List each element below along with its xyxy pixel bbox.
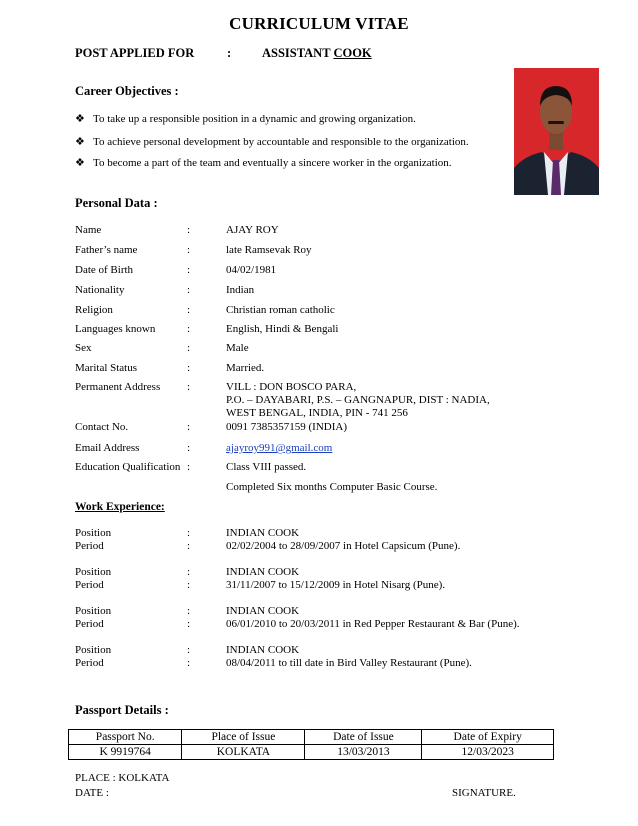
personal-row-label: Permanent Address: [75, 381, 161, 393]
personal-row-value: VILL : DON BOSCO PARA,: [226, 381, 357, 393]
address-line: P.O. – DAYABARI, P.S. – GANGNAPUR, DIST : NADIA,: [226, 394, 490, 406]
personal-row-value: AJAY ROY: [226, 224, 279, 236]
personal-row-colon: :: [187, 342, 191, 354]
work-period-label: Period: [75, 657, 104, 669]
work-period-value: 02/02/2004 to 28/09/2007 in Hotel Capsicum (Pune).: [226, 540, 461, 552]
passport-header-cell: Date of Expiry: [422, 730, 554, 745]
diamond-bullet-icon: ❖: [75, 113, 85, 125]
personal-row-colon: :: [187, 224, 191, 236]
personal-row-colon: :: [187, 284, 191, 296]
personal-row-colon: :: [187, 421, 191, 433]
diamond-bullet-icon: ❖: [75, 136, 85, 148]
work-colon: :: [187, 566, 191, 578]
career-objectives-heading: Career Objectives :: [75, 84, 179, 98]
education-line: Completed Six months Computer Basic Course.: [226, 481, 438, 493]
personal-row-colon: :: [187, 323, 191, 335]
work-position-label: Position: [75, 527, 112, 539]
email-link[interactable]: ajayroy991@gmail.com: [226, 442, 333, 454]
personal-row-colon: :: [187, 244, 191, 256]
personal-row-colon: :: [187, 461, 191, 473]
work-period-label: Period: [75, 579, 104, 591]
personal-row-label: Nationality: [75, 284, 125, 296]
personal-row-value: late Ramsevak Roy: [226, 244, 312, 256]
personal-row-value: Indian: [226, 284, 255, 296]
address-line: WEST BENGAL, INDIA, PIN - 741 256: [226, 407, 408, 419]
passport-table: [68, 729, 554, 760]
personal-row-value: Married.: [226, 362, 265, 374]
personal-row-colon: :: [187, 442, 191, 454]
post-applied-value: [262, 46, 372, 61]
career-objective-item: [75, 156, 452, 169]
personal-row-colon: :: [187, 381, 191, 393]
personal-row-label: Marital Status: [75, 362, 138, 374]
profile-photo: [514, 68, 599, 195]
work-position-label: Position: [75, 644, 112, 656]
work-colon: :: [187, 527, 191, 539]
work-position-label: Position: [75, 605, 112, 617]
work-experience-heading: Work Experience:: [75, 501, 165, 513]
work-period-value: 08/04/2011 to till date in Bird Valley Restaurant (Pune).: [226, 657, 472, 669]
personal-data-heading: Personal Data :: [75, 196, 158, 210]
career-objective-item: [75, 112, 416, 125]
personal-row-label: Religion: [75, 304, 113, 316]
passport-value-cell: 12/03/2023: [422, 745, 554, 760]
personal-row-label: Father’s name: [75, 244, 138, 256]
work-period-value: 31/11/2007 to 15/12/2009 in Hotel Nisarg (Pune).: [226, 579, 446, 591]
personal-row-label: Date of Birth: [75, 264, 134, 276]
work-position-value: INDIAN COOK: [226, 566, 300, 578]
personal-row-value: Male: [226, 342, 249, 354]
work-period-label: Period: [75, 540, 104, 552]
personal-row-value: 04/02/1981: [226, 264, 277, 276]
work-period-label: Period: [75, 618, 104, 630]
diamond-bullet-icon: ❖: [75, 157, 85, 169]
work-colon: :: [187, 605, 191, 617]
work-colon: :: [187, 618, 191, 630]
work-colon: :: [187, 657, 191, 669]
career-objective-text: To become a part of the team and eventually a sincere worker in the organization.: [93, 157, 452, 169]
personal-row-label: Contact No.: [75, 421, 129, 433]
post-applied-label: POST APPLIED FOR: [75, 46, 195, 60]
work-colon: :: [187, 644, 191, 656]
work-position-value: INDIAN COOK: [226, 605, 300, 617]
work-position-label: Position: [75, 566, 112, 578]
post-applied-colon: :: [227, 46, 232, 60]
personal-row-colon: :: [187, 362, 191, 374]
date-line: DATE :: [75, 787, 109, 799]
career-objective-text: To take up a responsible position in a dynamic and growing organization.: [93, 113, 416, 125]
place-line: PLACE : KOLKATA: [75, 772, 170, 784]
personal-row-label: Name: [75, 224, 102, 236]
passport-value-cell: K 9919764: [69, 745, 182, 760]
personal-row-value: English, Hindi & Bengali: [226, 323, 339, 335]
personal-row-label: Sex: [75, 342, 92, 354]
personal-row-colon: :: [187, 304, 191, 316]
work-colon: :: [187, 540, 191, 552]
passport-value-cell: KOLKATA: [182, 745, 305, 760]
passport-header-cell: Place of Issue: [182, 730, 305, 745]
post-value-prefix: ASSISTANT: [262, 46, 334, 60]
personal-row-value: Class VIII passed.: [226, 461, 307, 473]
work-period-value: 06/01/2010 to 20/03/2011 in Red Pepper Restaurant & Bar (Pune).: [226, 618, 520, 630]
career-objective-item: [75, 135, 469, 148]
personal-row-value: Christian roman catholic: [226, 304, 335, 316]
passport-details-heading: Passport Details :: [75, 703, 169, 717]
passport-header-cell: Date of Issue: [305, 730, 422, 745]
personal-row-value: 0091 7385357159 (INDIA): [226, 421, 347, 433]
passport-value-cell: 13/03/2013: [305, 745, 422, 760]
profile-photo-figure: [514, 68, 599, 195]
passport-value-row: [69, 745, 554, 760]
cv-title: CURRICULUM VITAE: [229, 14, 409, 33]
work-position-value: INDIAN COOK: [226, 644, 300, 656]
personal-row-label: Email Address: [75, 442, 140, 454]
passport-header-row: [69, 730, 554, 745]
personal-row-label: Languages known: [75, 323, 156, 335]
work-position-value: INDIAN COOK: [226, 527, 300, 539]
passport-header-cell: Passport No.: [69, 730, 182, 745]
personal-row-label: Education Qualification: [75, 461, 181, 473]
signature-label: SIGNATURE.: [452, 787, 516, 799]
work-colon: :: [187, 579, 191, 591]
post-value-underlined: COOK: [333, 46, 372, 60]
personal-row-colon: :: [187, 264, 191, 276]
career-objective-text: To achieve personal development by accountable and responsible to the organization.: [93, 136, 469, 148]
